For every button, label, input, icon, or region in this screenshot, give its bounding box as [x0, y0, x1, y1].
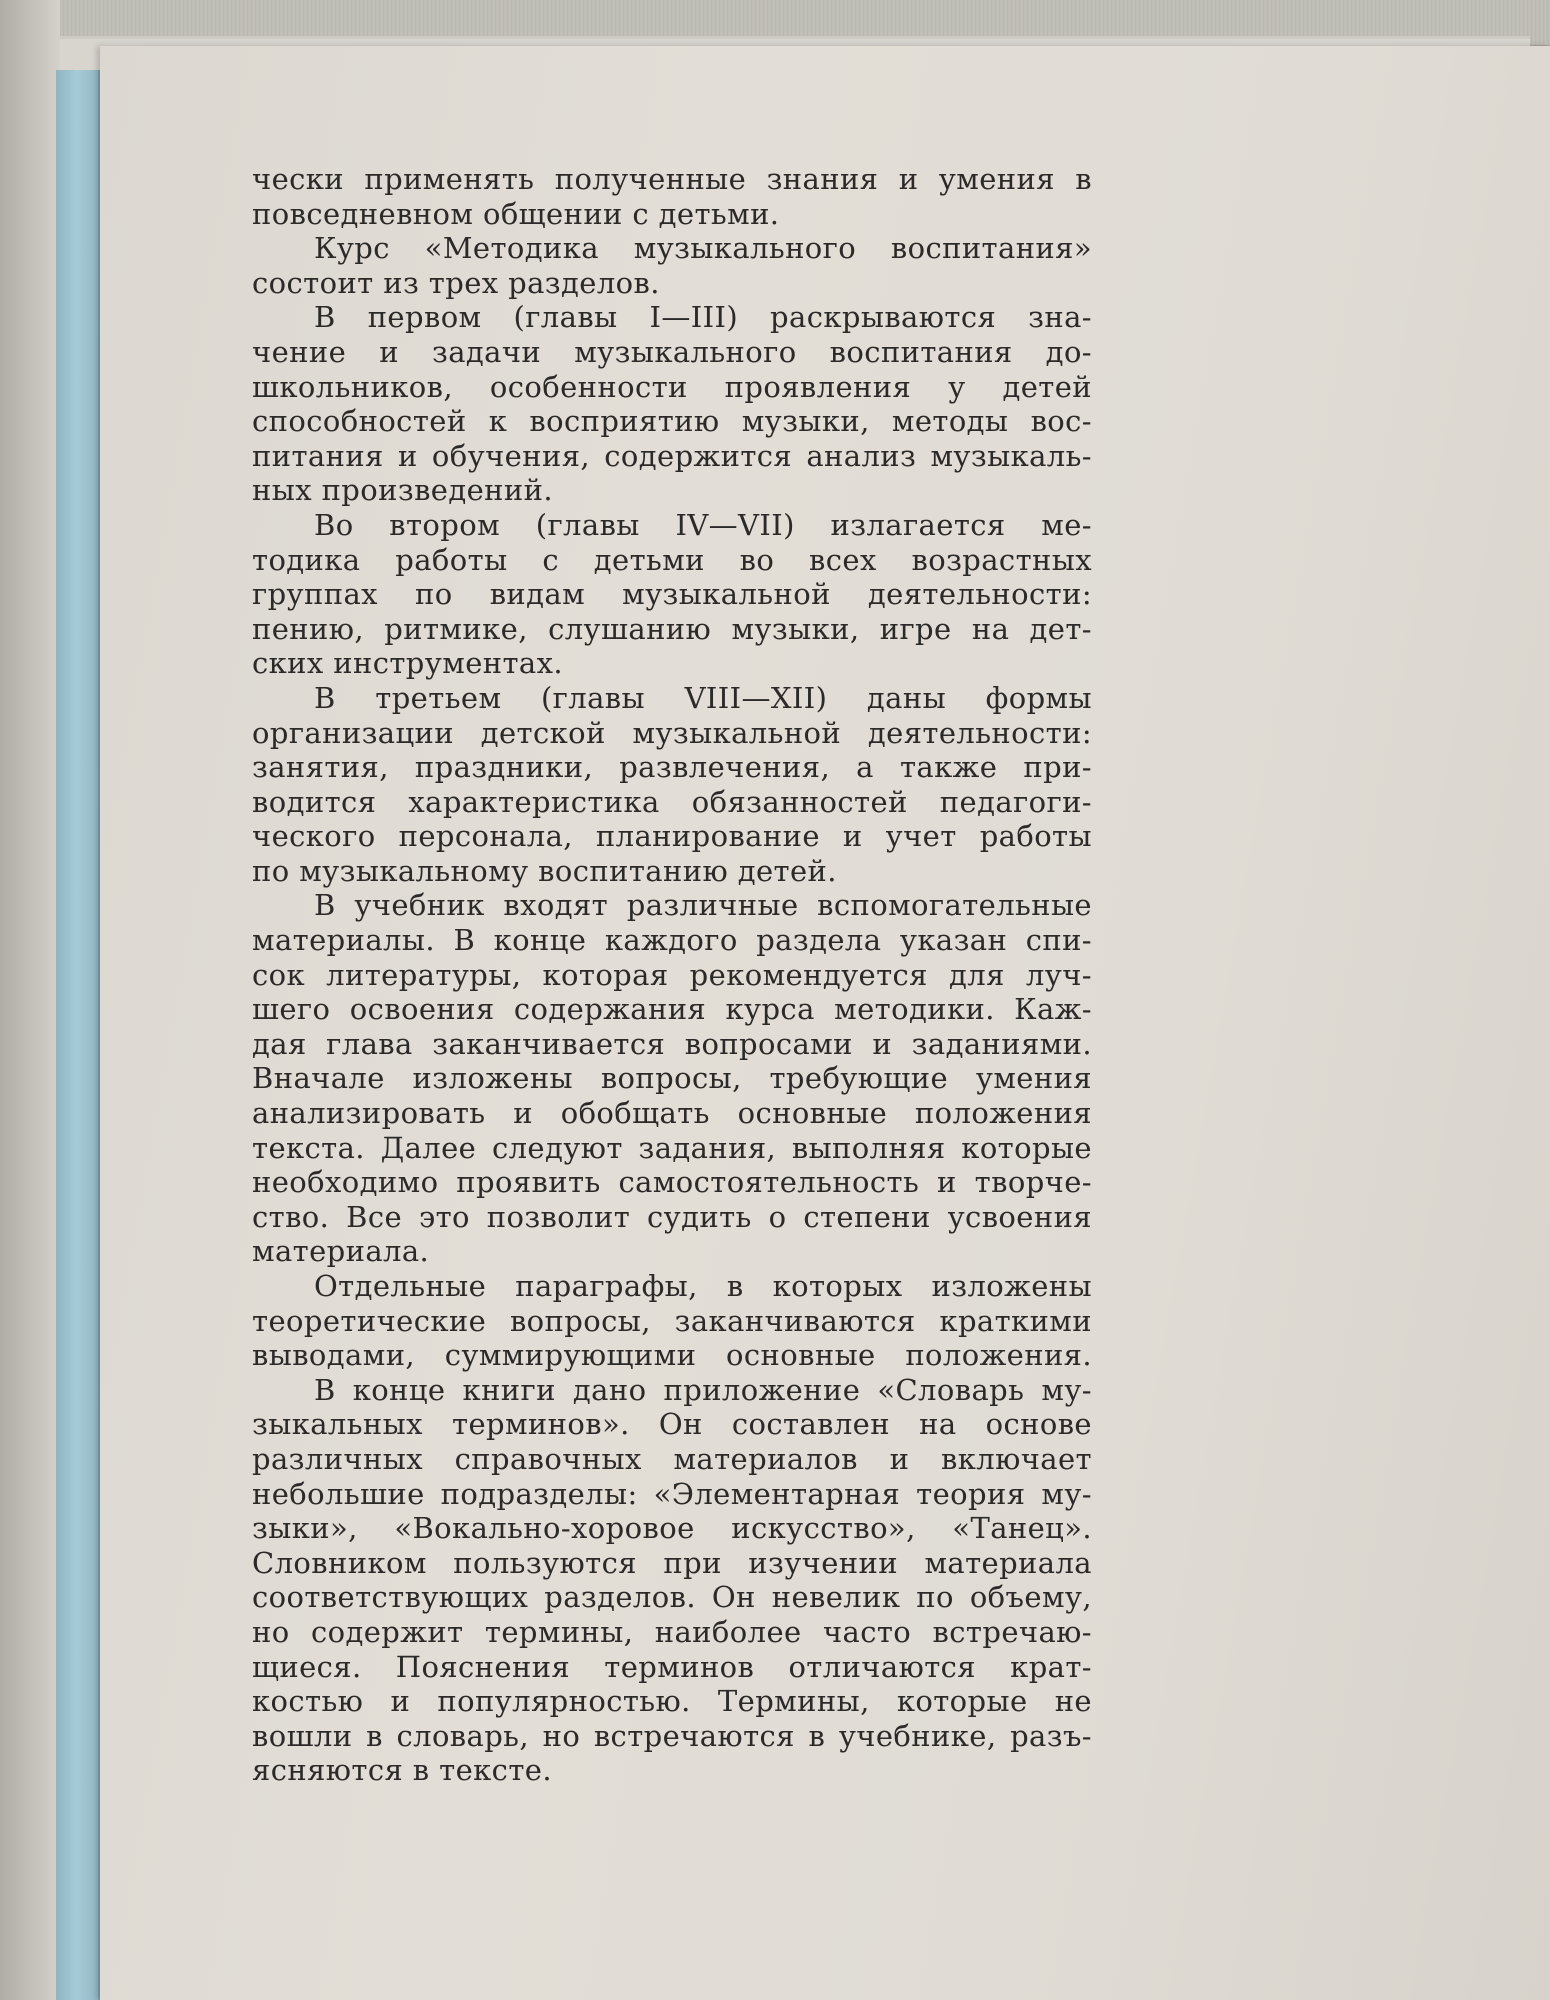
text-line: шего освоения содержания курса методики. Каж- — [252, 992, 1092, 1027]
text-line: костью и популярностью. Термины, которые не — [252, 1684, 1092, 1719]
text-line: различных справочных материалов и включает — [252, 1441, 1092, 1476]
text-line: ных произведений. — [252, 473, 553, 508]
page-text — [252, 162, 1092, 1788]
text-line: тодика работы с детьми во всех возрастных — [252, 542, 1092, 577]
text-line: школьников, особенности проявления у детей — [252, 369, 1092, 404]
text-line: материалы. В конце каждого раздела указан спи- — [252, 923, 1092, 958]
text-line: питания и обучения, содержится анализ музыкаль- — [252, 438, 1092, 473]
text-line: зыкальных терминов». Он составлен на основе — [252, 1407, 1092, 1442]
text-line: текста. Далее следуют задания, выполняя которые — [252, 1130, 1092, 1165]
text-line: Словником пользуются при изучении материала — [252, 1545, 1092, 1580]
text-line: В конце книги дано приложение «Словарь му- — [314, 1372, 1092, 1407]
text-line: В учебник входят различные вспомогательные — [314, 888, 1092, 923]
text-line: ских инструментах. — [252, 646, 563, 681]
paragraph-2 — [252, 231, 1092, 300]
text-line: В первом (главы I—III) раскрываются зна- — [314, 300, 1092, 335]
book-page — [100, 46, 1550, 2000]
text-line: по музыкальному воспитанию детей. — [252, 853, 837, 888]
text-line: группах по видам музыкальной деятельности: — [252, 577, 1092, 612]
paragraph-3 — [252, 300, 1092, 508]
text-line: повседневном общении с детьми. — [252, 196, 780, 231]
text-line: анализировать и обобщать основные положения — [252, 1096, 1092, 1131]
paragraph-7 — [252, 1269, 1092, 1373]
text-line: выводами, суммирующими основные положения. — [252, 1338, 1092, 1373]
paragraph-8 — [252, 1373, 1092, 1788]
text-line: материала. — [252, 1234, 430, 1269]
text-line: состоит из трех разделов. — [252, 265, 660, 300]
text-line: зыки», «Вокально-хоровое искусство», «Танец». — [252, 1511, 1092, 1546]
text-line: В третьем (главы VIII—XII) даны формы — [314, 680, 1092, 715]
text-line: теоретические вопросы, заканчиваются краткими — [252, 1303, 1092, 1338]
text-line: Отдельные параграфы, в которых изложены — [314, 1269, 1092, 1303]
text-line: ческого персонала, планирование и учет работы — [252, 819, 1092, 854]
book-spine-strip — [56, 70, 100, 2000]
text-line: вошли в словарь, но встречаются в учебнике, разъ- — [252, 1718, 1092, 1753]
text-line: водится характеристика обязанностей педагоги- — [252, 784, 1092, 819]
text-line: ясняются в тексте. — [252, 1753, 552, 1788]
paragraph-6 — [252, 888, 1092, 1269]
text-line: Вначале изложены вопросы, требующие умения — [252, 1061, 1092, 1096]
text-line: щиеся. Пояснения терминов отличаются крат- — [252, 1649, 1092, 1684]
text-line: организации детской музыкальной деятельности: — [252, 715, 1092, 750]
paragraph-5 — [252, 681, 1092, 889]
paragraph-1 — [252, 162, 1092, 231]
text-line: пению, ритмике, слушанию музыки, игре на дет- — [252, 611, 1092, 646]
text-line: способностей к восприятию музыки, методы вос- — [252, 404, 1092, 439]
text-line: ство. Все это позволит судить о степени усвоения — [252, 1199, 1092, 1234]
text-line: чение и задачи музыкального воспитания до- — [252, 334, 1092, 369]
text-line: но содержит термины, наиболее часто встречаю- — [252, 1614, 1092, 1649]
text-line: сок литературы, которая рекомендуется для луч- — [252, 957, 1092, 992]
text-line: Курс «Методика музыкального воспитания» — [314, 231, 1092, 266]
text-line: дая глава заканчивается вопросами и заданиями. — [252, 1026, 1092, 1061]
book-cover-left — [0, 0, 60, 2000]
text-line: чески применять полученные знания и умения в — [252, 162, 1092, 196]
paragraph-4 — [252, 508, 1092, 681]
text-line: занятия, праздники, развлечения, а также при- — [252, 750, 1092, 785]
text-line: небольшие подразделы: «Элементарная теория му- — [252, 1476, 1092, 1511]
text-line: необходимо проявить самостоятельность и творче- — [252, 1165, 1092, 1200]
text-line: Во втором (главы IV—VII) излагается ме- — [314, 507, 1092, 542]
text-line: соответствующих разделов. Он невелик по объему, — [252, 1580, 1092, 1615]
